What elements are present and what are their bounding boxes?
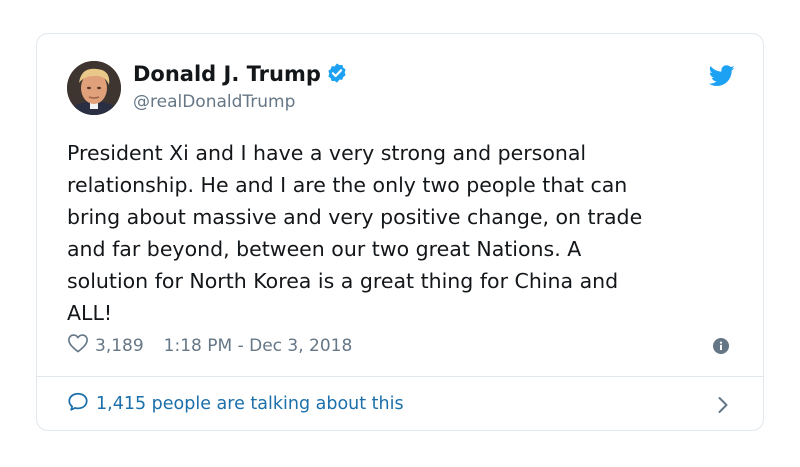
tweet-text: President Xi and I have a very strong and personal relationship. He and I are the only two people that can bring about massive and very positive change, on trade and far beyond, between our two great Nations. A solution for North Korea is a great thing for China and ALL! xyxy=(67,141,643,325)
author-name[interactable] xyxy=(133,62,348,89)
verified-badge-icon xyxy=(326,62,348,89)
author-name-text[interactable]: Donald J. Trump xyxy=(133,62,321,86)
talking-link[interactable] xyxy=(67,391,404,417)
comment-bubble-icon xyxy=(67,391,89,417)
tweet-meta xyxy=(67,333,352,358)
heart-icon[interactable] xyxy=(67,333,89,358)
tweet-timestamp[interactable]: 1:18 PM - Dec 3, 2018 xyxy=(163,335,353,356)
twitter-bird-icon[interactable] xyxy=(709,65,735,91)
talking-label[interactable]: 1,415 people are talking about this xyxy=(96,394,404,414)
divider xyxy=(37,376,763,377)
info-icon[interactable] xyxy=(713,338,729,358)
tweet-card xyxy=(36,33,764,431)
chevron-right-icon[interactable] xyxy=(717,396,729,418)
author-handle[interactable]: @realDonaldTrump xyxy=(133,92,296,112)
avatar[interactable] xyxy=(67,61,121,115)
like-count[interactable]: 3,189 xyxy=(95,335,144,356)
